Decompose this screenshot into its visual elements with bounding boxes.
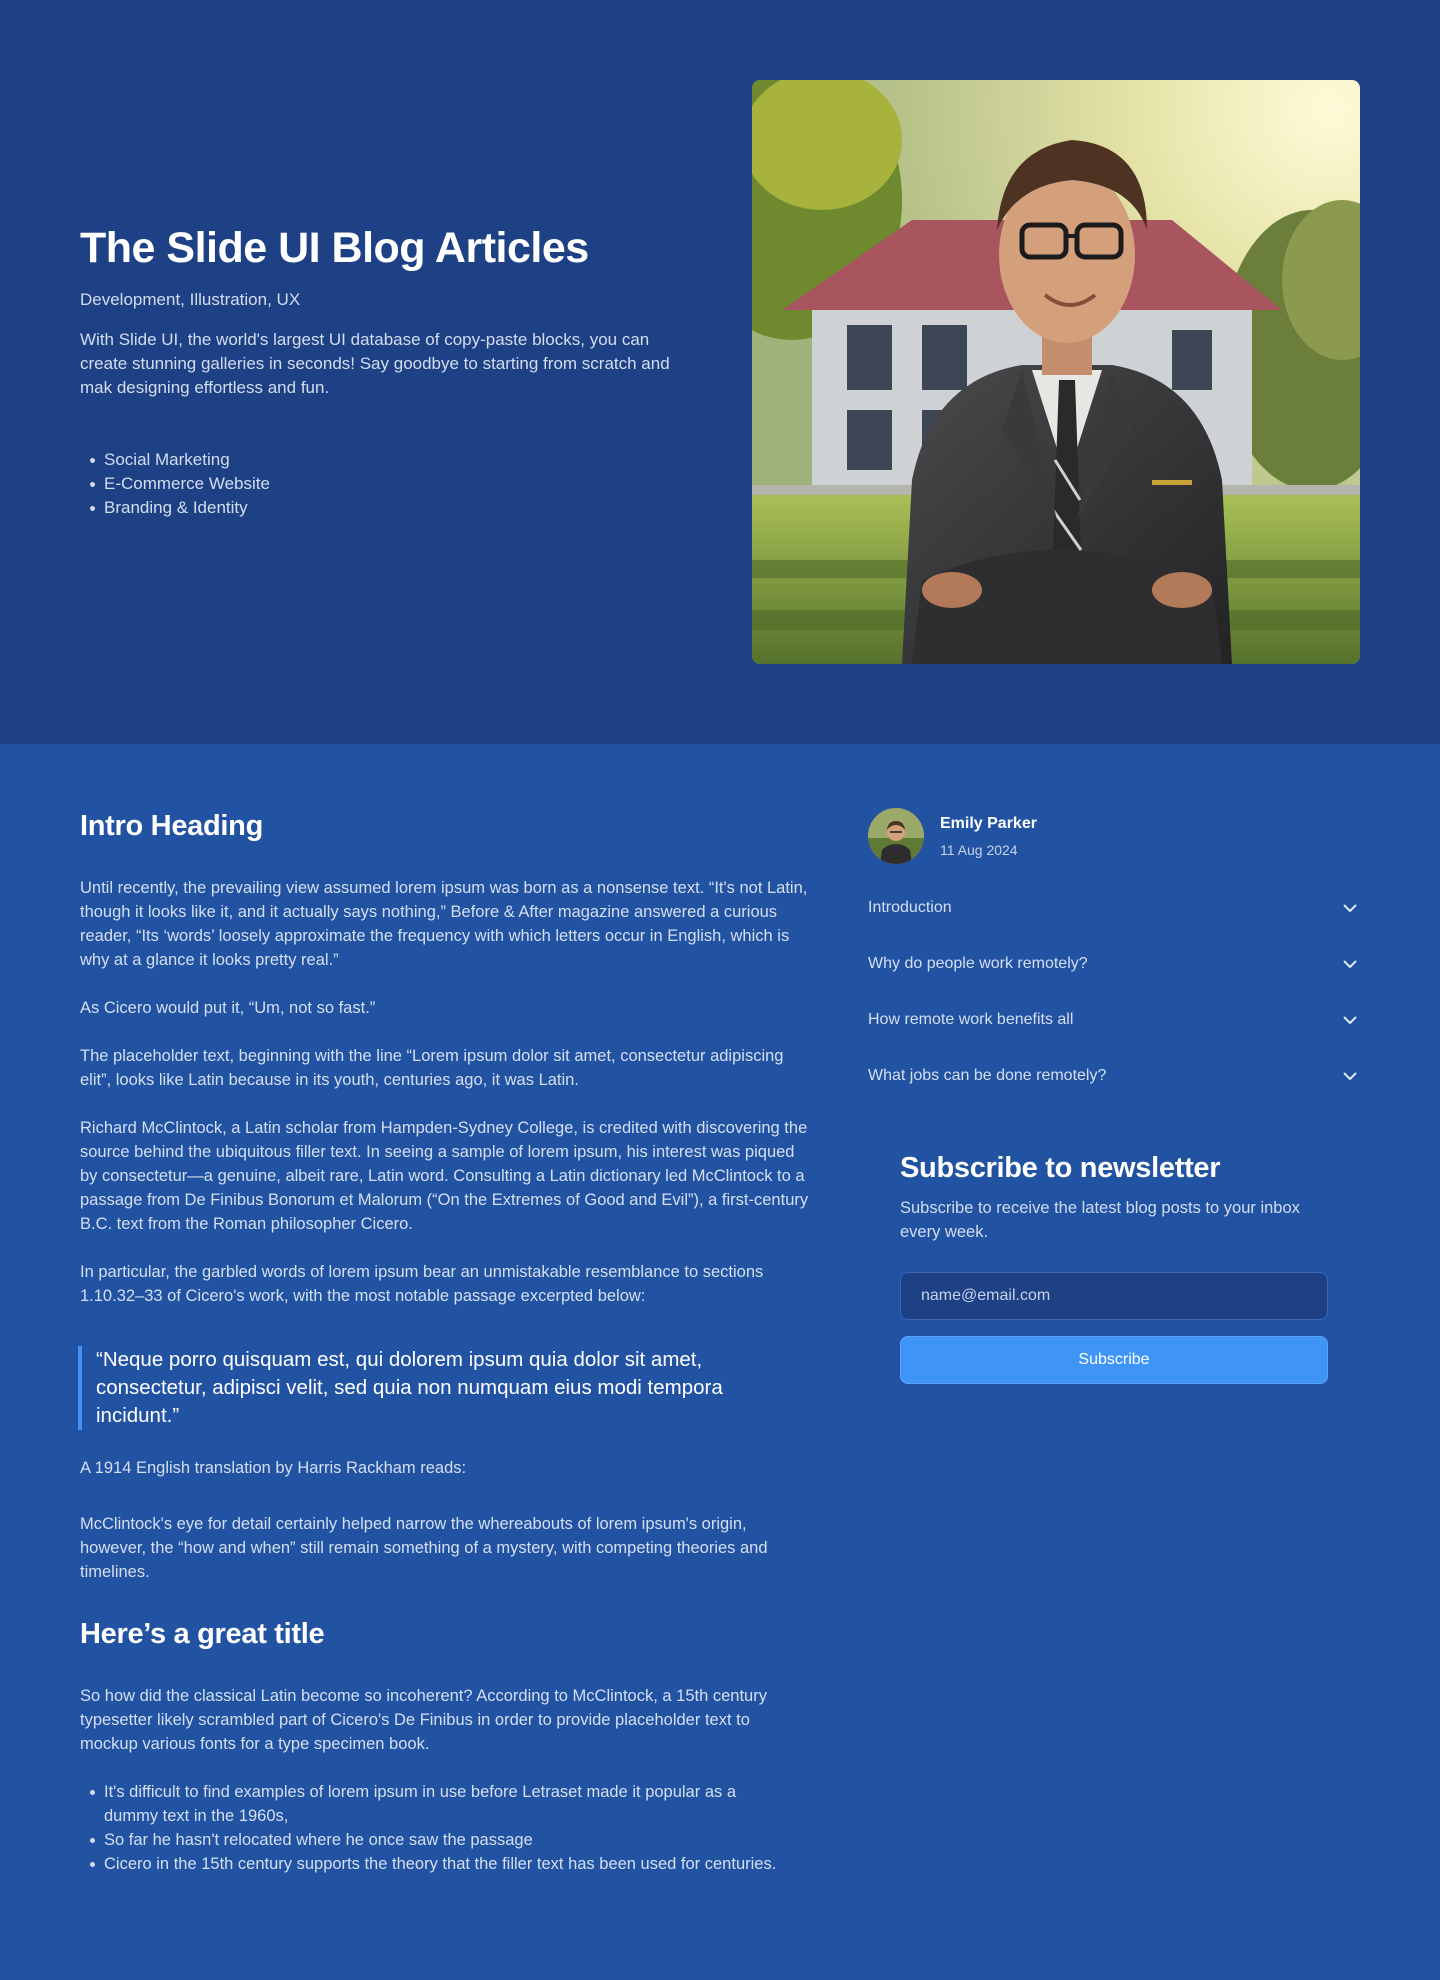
intro-heading: Intro Heading [80, 810, 263, 842]
list-item: It's difficult to find examples of lorem ipsum in use before Letraset made it popular as a dummy text in the 1960s, [80, 1780, 780, 1828]
accordion-label: How remote work benefits all [868, 1011, 1074, 1028]
chevron-down-icon [1340, 1010, 1360, 1030]
newsletter-card [900, 1148, 1328, 1384]
hero-tags: Development, Illustration, UX [80, 290, 301, 309]
list-item: Cicero in the 15th century supports the theory that the filler text has been used for centuries. [80, 1852, 780, 1876]
accordion [868, 880, 1360, 1104]
paragraph: So how did the classical Latin become so incoherent? According to McClintock, a 15th century typesetter likely scrambled part of Cicero's De Finibus in order to provide placeholder text to mockup various fonts for a type specimen book. [80, 1687, 767, 1753]
article-list [80, 1780, 780, 1876]
author-date: 11 Aug 2024 [940, 842, 1018, 858]
blockquote: “Neque porro quisquam est, qui dolorem ipsum quia dolor sit amet, consectetur, adipisci velit, sed quia non numquam eius modi tempora incidunt.” [78, 1346, 798, 1430]
accordion-label: Introduction [868, 899, 952, 916]
accordion-item-why-remote[interactable] [868, 936, 1360, 992]
accordion-label: Why do people work remotely? [868, 955, 1088, 972]
hero-image [752, 80, 1360, 664]
avatar [868, 808, 924, 864]
newsletter-description: Subscribe to receive the latest blog posts to your inbox every week. [900, 1199, 1300, 1241]
paragraph: Richard McClintock, a Latin scholar from Hampden-Sydney College, is credited with discovering the source behind the ubiquitous filler text. In seeing a sample of lorem ipsum, his interest was piqued by consectetur—a genuine, albeit rare, Latin word. Consulting a Latin dictionary led McClintock to a passage from De Finibus Bonorum et Malorum (“On the Extremes of Good and Evil”), a first-century B.C. text from the Roman philosopher Cicero. [80, 1119, 809, 1233]
paragraph: McClintock's eye for detail certainly helped narrow the whereabouts of lorem ipsum's origin, however, the “how and when” still remain something of a mystery, with competing theories and timelines. [80, 1515, 768, 1581]
paragraph: In particular, the garbled words of lorem ipsum bear an unmistakable resemblance to sections 1.10.32–33 of Cicero's work, with the most notable passage excerpted below: [80, 1263, 764, 1305]
list-item: E-Commerce Website [80, 472, 270, 496]
author-name: Emily Parker [940, 815, 1037, 832]
chevron-down-icon [1340, 954, 1360, 974]
email-field[interactable] [900, 1272, 1328, 1320]
list-item: So far he hasn't relocated where he once saw the passage [80, 1828, 780, 1852]
hero-section [0, 0, 1440, 744]
paragraph: Until recently, the prevailing view assumed lorem ipsum was born as a nonsense text. “It's not Latin, though it looks like it, and it actually says nothing,” Before & After magazine answered a curious reader, “Its ‘words’ loosely approximate the frequency with which letters occur in English, which is why at a glance it looks pretty real.” [80, 879, 808, 969]
subscribe-button[interactable]: Subscribe [900, 1336, 1328, 1384]
list-item: Social Marketing [80, 448, 270, 472]
accordion-item-introduction[interactable] [868, 880, 1360, 936]
paragraph: A 1914 English translation by Harris Rackham reads: [80, 1459, 467, 1477]
chevron-down-icon [1340, 898, 1360, 918]
newsletter-title: Subscribe to newsletter [900, 1152, 1221, 1184]
paragraph: As Cicero would put it, “Um, not so fast.” [80, 999, 376, 1017]
section-title: Here’s a great title [80, 1618, 325, 1650]
paragraph: The placeholder text, beginning with the line “Lorem ipsum dolor sit amet, consectetur adipiscing elit”, looks like Latin because in its youth, centuries ago, it was Latin. [80, 1047, 784, 1089]
author-card [868, 808, 1368, 866]
list-item: Branding & Identity [80, 496, 270, 520]
hero-description: With Slide UI, the world's largest UI database of copy-paste blocks, you can create stunning galleries in seconds! Say goodbye to starting from scratch and mak designing effortless and fun. [80, 330, 670, 397]
accordion-label: What jobs can be done remotely? [868, 1067, 1107, 1084]
hero-list [80, 448, 270, 520]
hero-title: The Slide UI Blog Articles [80, 224, 589, 272]
accordion-item-jobs[interactable] [868, 1048, 1360, 1104]
chevron-down-icon [1340, 1066, 1360, 1086]
accordion-item-benefits[interactable] [868, 992, 1360, 1048]
